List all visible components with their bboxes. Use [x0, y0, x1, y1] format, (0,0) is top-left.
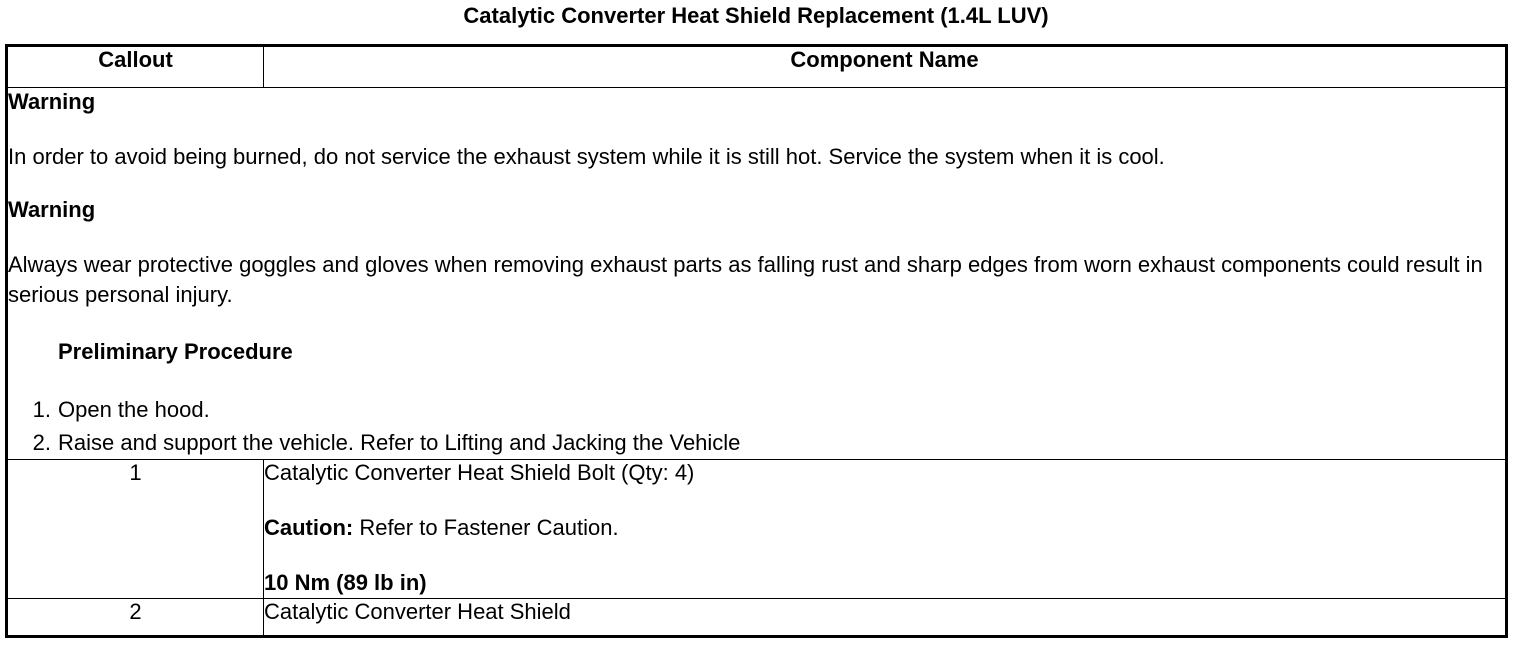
- table-row: [7, 599, 1507, 637]
- caution-label: Caution:: [264, 515, 354, 540]
- preliminary-steps-list: [8, 393, 1505, 459]
- warning-title: Warning: [8, 197, 96, 222]
- caution-note: [264, 515, 1505, 541]
- step-item: [8, 393, 1505, 426]
- component-name: Catalytic Converter Heat Shield Bolt (Qty: 4): [264, 460, 695, 485]
- preliminary-procedure-heading: Preliminary Procedure: [58, 339, 293, 364]
- warning-text: Always wear protective goggles and gloves when removing exhaust parts as falling rust and sharp edges from worn exhaust components could result in serious personal injury.: [8, 252, 1483, 307]
- step-item: [8, 426, 1505, 459]
- header-row: [7, 46, 1507, 88]
- component-cell: [264, 460, 1507, 599]
- table-row: [7, 460, 1507, 599]
- page-title: Catalytic Converter Heat Shield Replacement (1.4L LUV): [463, 3, 1049, 28]
- component-name: Catalytic Converter Heat Shield: [264, 599, 1507, 637]
- intro-cell: [7, 88, 1507, 460]
- component-name-column-header: Component Name: [264, 46, 1507, 88]
- warning-text: In order to avoid being burned, do not service the exhaust system while it is still hot. Service the system when it is cool.: [8, 144, 1165, 169]
- warning-title: Warning: [8, 89, 96, 114]
- intro-row: [7, 88, 1507, 460]
- caution-text: Refer to Fastener Caution.: [353, 515, 619, 540]
- torque-spec: 10 Nm (89 lb in): [264, 570, 427, 595]
- callout-cell: 1: [7, 460, 264, 599]
- step-number: 2.: [32, 430, 51, 455]
- step-text: Open the hood.: [58, 397, 210, 422]
- callout-cell: 2: [7, 599, 264, 637]
- procedure-table: [5, 44, 1508, 638]
- step-number: 1.: [32, 397, 51, 422]
- callout-column-header: Callout: [7, 46, 264, 88]
- step-text: Raise and support the vehicle. Refer to Lifting and Jacking the Vehicle: [58, 430, 741, 455]
